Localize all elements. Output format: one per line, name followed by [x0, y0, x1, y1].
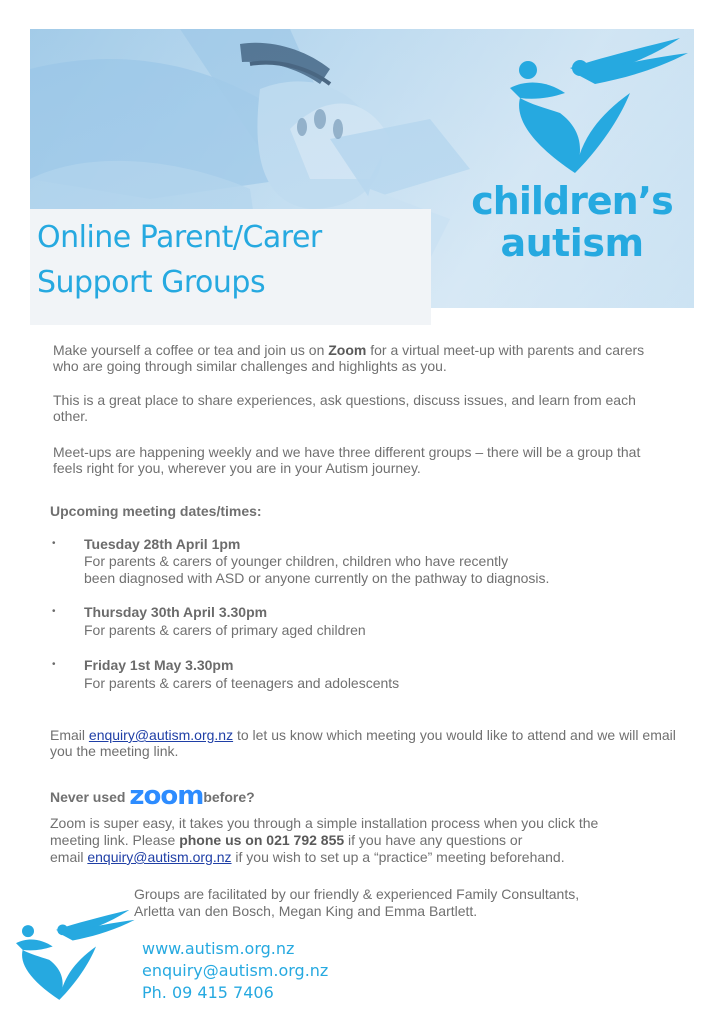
zoom-l2-end: if you have any questions or [344, 832, 523, 848]
email-link-2[interactable]: enquiry@autism.org.nz [87, 849, 232, 865]
facilitators-line-2: Arletta van den Bosch, Megan King and Emma Bartlett. [134, 903, 478, 919]
zoom-line-1: Zoom is super easy, it takes you through a simple installation process when you click the [50, 815, 599, 831]
zoom-line-3 [50, 849, 690, 865]
heart-figures-logo-icon-small [16, 904, 136, 1009]
brand-line-1: children’s [471, 179, 673, 223]
zoom-line-2 [50, 832, 690, 848]
bullet-icon: • [52, 606, 56, 617]
meetings-heading: Upcoming meeting dates/times: [50, 503, 262, 519]
meeting-2-desc: For parents & carers of primary aged children [84, 622, 366, 638]
contact-phone: Ph. 09 415 7406 [142, 983, 274, 1002]
never-used-text: Never used [50, 789, 130, 805]
bullet-icon: • [52, 538, 56, 549]
heart-figures-logo-icon [510, 38, 690, 178]
meeting-2-title: Thursday 30th April 3.30pm [84, 604, 268, 620]
meeting-3-title: Friday 1st May 3.30pm [84, 657, 234, 673]
email-text-end: to let us know which meeting you would like to attend and we will email you the meeting link. [50, 727, 676, 759]
email-paragraph [50, 727, 680, 759]
zoom-l2-text: meeting link. Please [50, 832, 180, 848]
intro-text-end: for a virtual meet-up with parents and carers who are going through similar challenges and highlights as you. [53, 342, 645, 374]
page-title-line-1: Online Parent/Carer [37, 220, 322, 255]
intro-zoom-bold: Zoom [328, 342, 367, 358]
email-link[interactable]: enquiry@autism.org.nz [88, 727, 234, 743]
intro-paragraph-1 [53, 342, 673, 374]
brand-line-2: autism [500, 221, 644, 265]
contact-website[interactable]: www.autism.org.nz [142, 939, 295, 958]
zoom-heading [50, 781, 690, 811]
before-text: before? [203, 789, 255, 805]
brand-wordmark [452, 180, 692, 264]
page-title-line-2: Support Groups [37, 265, 266, 300]
zoom-logo-icon: zoom [129, 781, 204, 811]
intro-text: Make yourself a coffee or tea and join us on [53, 342, 329, 358]
meeting-1-title: Tuesday 28th April 1pm [84, 536, 241, 552]
phone-bold: phone us on 021 792 855 [179, 832, 345, 848]
email-text: Email [50, 727, 89, 743]
zoom-l3-end: if you wish to set up a “practice” meeting beforehand. [231, 849, 565, 865]
meeting-3-desc: For parents & carers of teenagers and adolescents [84, 675, 400, 691]
meeting-1-desc-2: been diagnosed with ASD or anyone currently on the pathway to diagnosis. [84, 570, 550, 586]
intro-paragraph-3: Meet-ups are happening weekly and we have three different groups – there will be a group that feels right for you, wherever you are in your Autism journey. [53, 444, 641, 476]
zoom-l3-text: email [50, 849, 88, 865]
facilitators-line-1: Groups are facilitated by our friendly & experienced Family Consultants, [134, 886, 580, 902]
bullet-icon: • [52, 659, 56, 670]
intro-paragraph-2: This is a great place to share experiences, ask questions, discuss issues, and learn from each other. [53, 392, 636, 424]
meeting-1-desc-1: For parents & carers of younger children, children who have recently [84, 553, 509, 569]
contact-email[interactable]: enquiry@autism.org.nz [142, 961, 329, 980]
